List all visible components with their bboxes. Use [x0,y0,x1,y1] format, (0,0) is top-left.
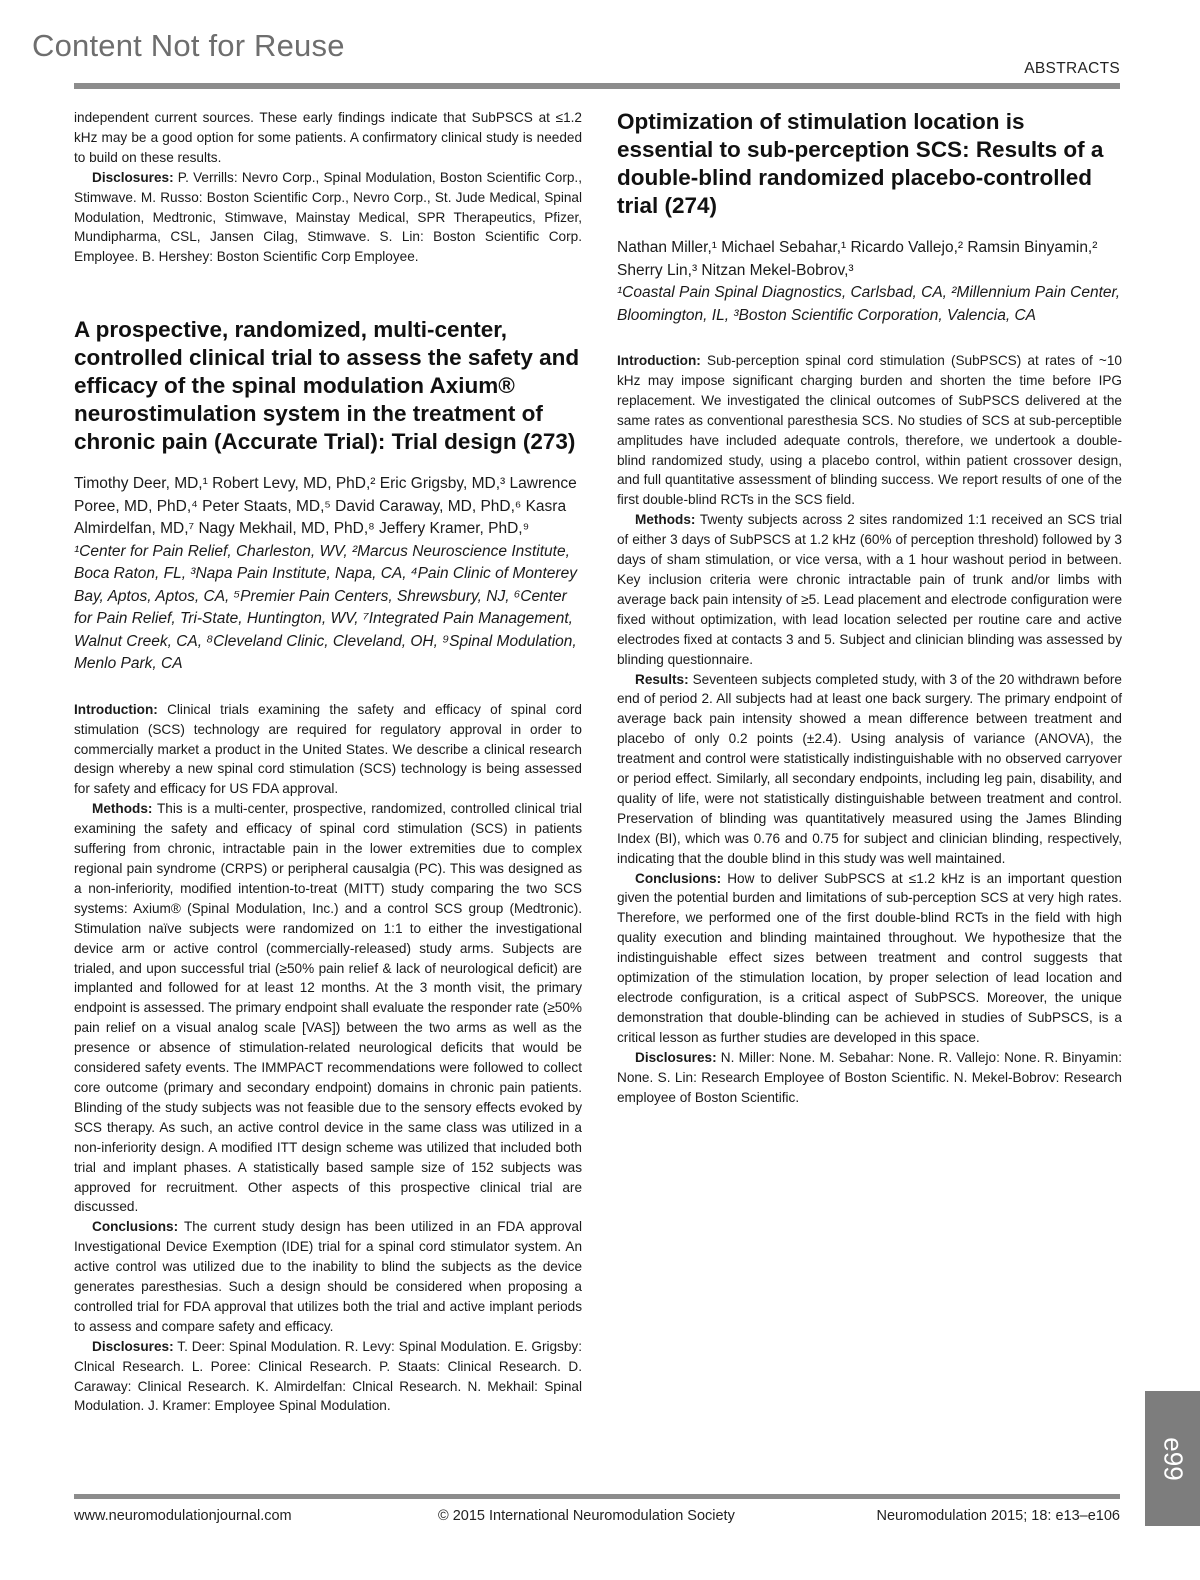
right-column [617,108,1122,1107]
abstract-274-disclosures [617,1048,1122,1108]
intro-label: Introduction: [617,353,701,368]
abstract-273-conclusions [74,1217,582,1336]
abstract-273-affiliations: ¹Center for Pain Relief, Charleston, WV, ²Marcus Neuroscience Institute, Boca Raton, FL, ³Napa Pain Institute, Napa, CA, ⁴Pain Clinic of Monterey Bay, Aptos, Aptos, CA, ⁵Premier Pain Centers, Shrewsbury, NJ, ⁶Center for Pain Relief, Tri-State, Huntington, WV, ⁷Integrated Pain Management, Walnut Creek, CA, ⁸Cleveland Clinic, Cleveland, OH, ⁹Spinal Modulation, Menlo Park, CA [74,542,577,673]
page-number-tab [1145,1391,1200,1526]
abstract-274-affiliations: ¹Coastal Pain Spinal Diagnostics, Carlsbad, CA, ²Millennium Pain Center, Bloomington, IL, ³Boston Scientific Corporation, Valencia, CA [617,284,1121,324]
abstract-273-title: A prospective, randomized, multi-center, controlled clinical trial to assess the safety and efficacy of the spinal modulation Axium® neurostimulation system in the treatment of chronic pain (Accurate Trial): Trial design (273) [74,317,580,455]
prev-disclosures [74,168,582,268]
left-column [74,108,582,1416]
abstract-274-title: Optimization of stimulation location is essential to sub-perception SCS: Results of a double-blind randomized placebo-controlled trial (274) [617,109,1104,218]
conclusions-text: The current study design has been utilized in an FDA approval Investigational Device Exemption (IDE) trial for a spinal cord stimulator system. An active control was utilized due to the inability to blind the subjects as the device generates paresthesias. Such a design should be considered when proposing a controlled trial for FDA approval that utilizes both the trial and active implant periods to assess and compare safety and efficacy. [74,1219,582,1334]
abstract-273-authors: Timothy Deer, MD,¹ Robert Levy, MD, PhD,² Eric Grigsby, MD,³ Lawrence Poree, MD, PhD,⁴ Peter Staats, MD,⁵ David Caraway, MD, PhD,⁶ Kasra Almirdelfan, MD,⁷ Nagy Mekhail, MD, PhD,⁸ Jeffery Kramer, PhD,⁹ [74,475,577,538]
methods-label: Methods: [635,512,696,528]
abstract-274-methods [617,510,1122,669]
continued-paragraph: independent current sources. These early findings indicate that SubPSCS at ≤1.2 kHz may be a good option for some patients. A confirmatory clinical study is needed to build on these results. [74,110,582,165]
results-text: Seventeen subjects completed study, with 3 of the 20 withdrawn before end of period 2. All subjects had at least one back surgery. The primary endpoint of average back pain intensity showed a mean difference between treatment and placebo of only 0.2 points (±2.4). Using analysis of variance (ANOVA), the treatment and control were statistically indistinguishable with no observed carryover or period effect. Similarly, all secondary endpoints, including leg pain, disability, and quality of life, were not statistically distinguishable between treatment and control. Preservation of blinding was quantitatively measured using the James Blinding Index (BI), which was 0.76 and 0.75 for subject and clinician blinding, respectively, indicating that the double blind in this study was well maintained. [617,671,1122,866]
disclosures-text: T. Deer: Spinal Modulation. R. Levy: Spinal Modulation. E. Grigsby: Clnical Research. L. Poree: Clinical Research. P. Staats: Clinical Research. D. Caraway: Clinical Research. K. Almirdelfan: Clnical Research. N. Mekhail: Spinal Modulation. J. Kramer: Employee Spinal Modulation. [74,1338,582,1414]
page-number: e99 [1158,1436,1188,1481]
abstract-273-disclosures [74,1337,582,1417]
disclosures-label: Disclosures: [92,1338,174,1354]
footer-citation: Neuromodulation 2015; 18: e13–e106 [876,1508,1120,1524]
disclosures-label: Disclosures: [635,1049,717,1065]
conclusions-label: Conclusions: [635,870,722,886]
footer-copyright: © 2015 International Neuromodulation Society [438,1508,735,1524]
abstract-274-authors: Nathan Miller,¹ Michael Sebahar,¹ Ricardo Vallejo,² Ramsin Binyamin,² Sherry Lin,³ Nitzan Mekel-Bobrov,³ [617,239,1098,279]
header-rule [74,83,1120,89]
watermark: Content Not for Reuse [32,28,345,63]
abstract-274-introduction [617,351,1122,510]
intro-text: Clinical trials examining the safety and efficacy of spinal cord stimulation (SCS) technology are required for regulatory approval in order to commercially market a product in the United States. We describe a clinical research design whereby a new spinal cord stimulation (SCS) technology is being assessed for safety and efficacy for US FDA approval. [74,701,582,797]
abstract-274-results [617,670,1122,869]
footer-rule [74,1494,1120,1499]
methods-label: Methods: [92,801,153,817]
abstract-274-conclusions [617,869,1122,1048]
methods-text: Twenty subjects across 2 sites randomized 1:1 received an SCS trial of either 3 days of SubPSCS at 1.2 kHz (60% of perception threshold) followed by 3 days of sham stimulation, or vice versa, with a 1 hour washout period in between. Key inclusion criteria were chronic intractable pain of trunk and/or limbs with average back pain intensity of ≥5. Lead placement and electrode configuration were fixed without optimization, with lead location selected per routine care and active electrodes fixed at contacts 3 and 5. Subject and clinician blinding was assessed by blinding questionnaire. [617,512,1122,667]
section-label: ABSTRACTS [1024,60,1120,77]
methods-text: This is a multi-center, prospective, randomized, controlled clinical trial examining the safety and efficacy of spinal cord stimulation (SCS) in patients suffering from chronic, intractable pain in the lower extremities due to complex regional pain syndrome (CRPS) or peripheral causalgia (PC). This was designed as a non-inferiority, modified intention-to-treat (MITT) study comparing the two SCS systems: Axium® (Spinal Modulation, Inc.) and a control SCS group (Medtronic). Stimulation naïve subjects were randomized on 1:1 to either the investigational device arm or active control (commercially-released) study arms. Subjects are trialed, and upon successful trial (≥50% pain relief & lack of neurological deficit) are implanted and followed for at least 12 months. At the 3 month visit, the primary endpoint is assessed. The primary endpoint shall evaluate the responder rate (≥50% pain relief on a visual analog scale [VAS]) between the two arms as well as the presence or absence of stimulation-related neurological deficits that would be considered safety events. The IMMPACT recommendations were followed to collect core outcome (primary and secondary endpoint) domains in chronic pain patients. Blinding of the study subjects was not feasible due to the sensory effects evoked by SCS therapy. As such, an active control device in the same class was utilized in a non-inferiority design. A modified ITT design scheme was utilized that included both trial and implant phases. A statistically based sample size of 152 subjects was approved for recruitment. Other aspects of this prospective clinical trial are discussed. [74,801,582,1215]
results-label: Results: [635,671,689,687]
spacer [74,267,582,316]
conclusions-label: Conclusions: [92,1219,179,1235]
prev-disclosures-text: P. Verrills: Nevro Corp., Spinal Modulation, Boston Scientific Corp., Stimwave. M. Russo: Boston Scientific Corp., Nevro Corp., St. Jude Medical, Spinal Modulation, Medtronic, Stimwave, Mainstay Medical, SPR Therapeutics, Pfizer, Mundipharma, CSL, Jansen Cilag, Stimwave. S. Lin: Boston Scientific Corp. Employee. B. Hershey: Boston Scientific Corp Employee. [74,169,582,265]
intro-label: Introduction: [74,701,158,717]
abstract-273-introduction [74,700,582,800]
abstract-273-methods [74,799,582,1217]
prev-disclosures-label: Disclosures: [92,169,174,185]
disclosures-text: N. Miller: None. M. Sebahar: None. R. Vallejo: None. R. Binyamin: None. S. Lin: Research Employee of Boston Scientific. N. Mekel-Bobrov: Research employee of Boston Scientific. [617,1049,1122,1105]
conclusions-text: How to deliver SubPSCS at ≤1.2 kHz is an important question given the potential burden and limitations of sub-perception SCS at very high rates. Therefore, we performed one of the first double-blind RCTs in the field with high quality execution and blinding maintained throughout. We hypothesize that the indistinguishable effect sizes between treatment and control suggests that optimization of the stimulation location, by proper selection of lead location and electrode configuration, is a critical aspect of SubPSCS. Moreover, the unique demonstration that double-blinding can be achieved in studies of SubPSCS, is a critical lesson as further studies are developed in this space. [617,870,1122,1045]
footer-website: www.neuromodulationjournal.com [74,1508,292,1524]
intro-text: Sub-perception spinal cord stimulation (SubPSCS) at rates of ~10 kHz may impose significant charging burden and shorten the time before IPG replacement. We investigated the clinical outcomes of SubPSCS delivered at the same rates as conventional paresthesia SCS. No studies of SCS at sub-perceptible amplitudes have included adequate controls, therefore, we undertook a double-blind randomized study, using a placebo control, within patient crossover design, and full quantitative assessment of blinding success. We report results of one of the first double-blind RCTs in the SCS field. [617,353,1122,508]
